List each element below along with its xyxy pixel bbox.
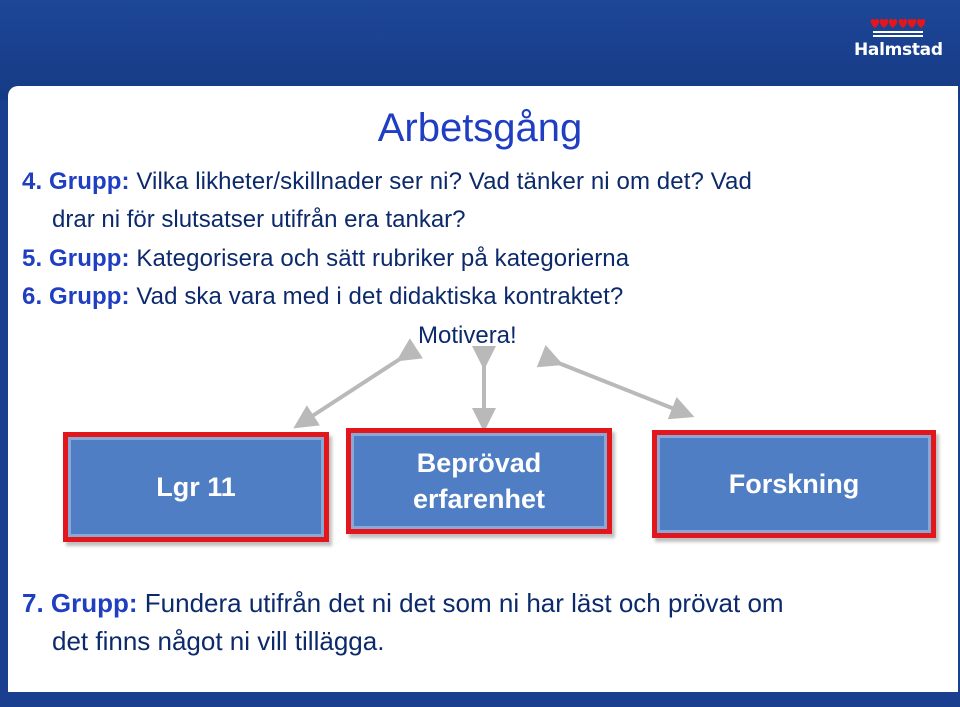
- item-6-label: 6. Grupp:: [22, 283, 130, 310]
- box-lgr11-label: Lgr 11: [156, 472, 236, 502]
- item-4-continuation: drar ni för slutsatser utifrån era tankar?: [52, 206, 466, 233]
- box-beprovad-line2: erfarenhet: [412, 484, 546, 514]
- box-lgr11: [63, 432, 329, 542]
- item-5-text: Kategorisera och sätt rubriker på kategorierna: [129, 245, 630, 272]
- box-beprovad-line1: Beprövad: [416, 448, 542, 478]
- item-5-label: 5. Grupp:: [22, 245, 130, 272]
- box-forskning: [652, 430, 936, 538]
- logo-text: Halmstad: [854, 40, 943, 60]
- arrow-right: [556, 362, 687, 414]
- item-7-label: 7. Grupp:: [22, 588, 138, 618]
- item-6-text: Vad ska vara med i det didaktiska kontraktet?: [129, 283, 624, 310]
- motivera-text: Motivera!: [418, 322, 517, 349]
- item-4-label: 4. Grupp:: [22, 168, 130, 195]
- slide-title: Arbetsgång: [377, 106, 583, 150]
- box-beprovad-erfarenhet: [346, 428, 612, 534]
- box-forskning-label: Forskning: [728, 469, 860, 499]
- item-7-continuation: det finns något ni vill tillägga.: [52, 626, 385, 656]
- item-7-text: Fundera utifrån det ni det som ni har läst och prövat om: [137, 588, 784, 618]
- item-7: [22, 588, 784, 619]
- item-4-text: Vilka likheter/skillnader ser ni? Vad tänker ni om det? Vad: [129, 168, 752, 195]
- arrow-left: [300, 357, 403, 424]
